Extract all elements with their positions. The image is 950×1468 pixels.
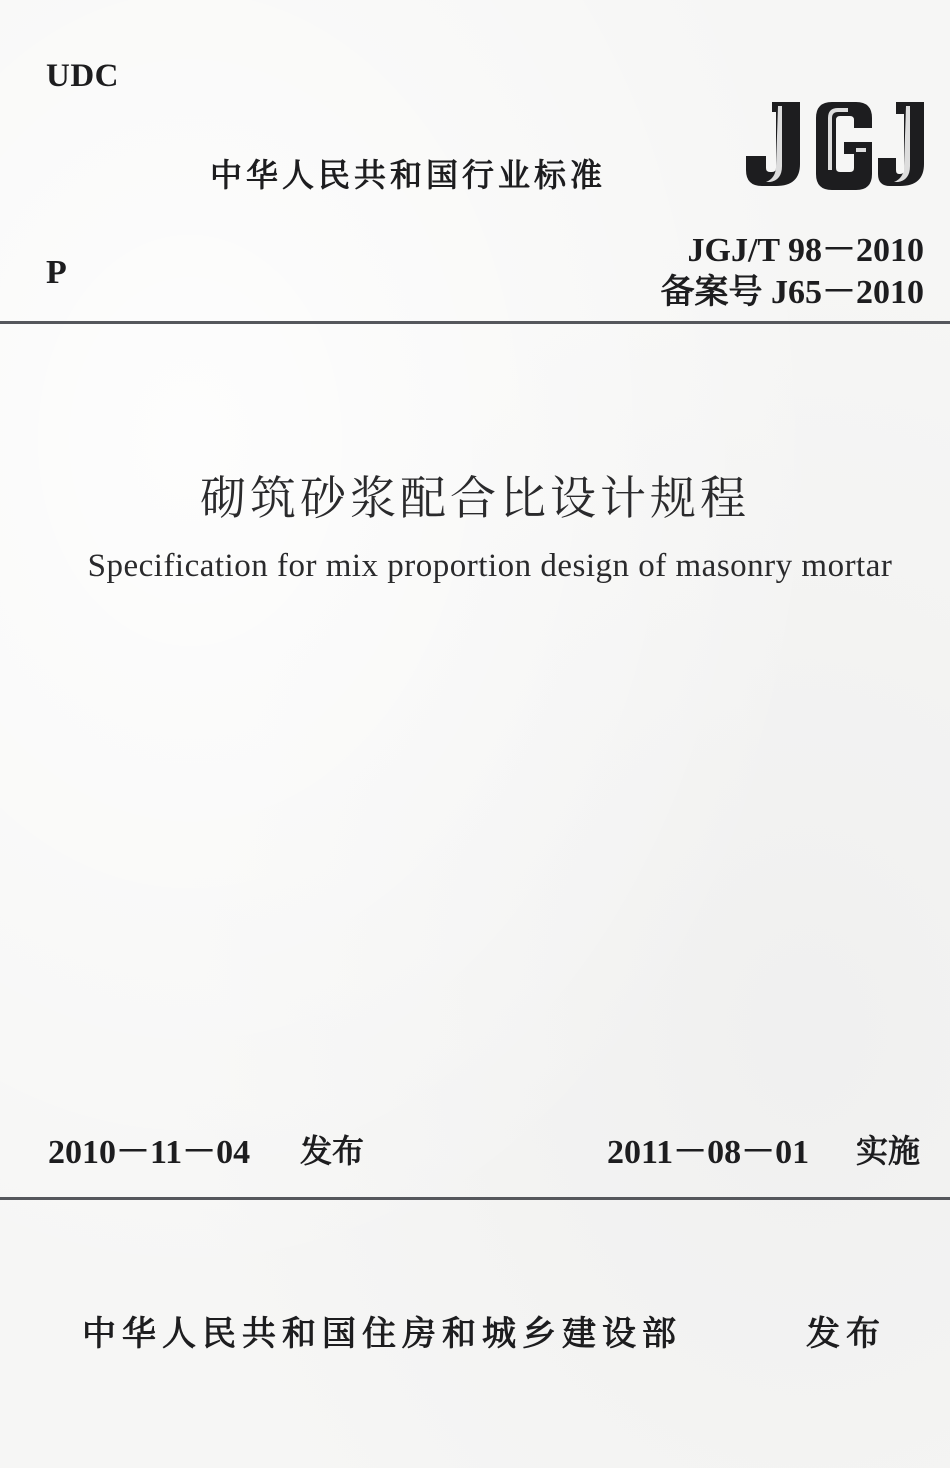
industry-standard-heading: 中华人民共和国行业标准 <box>210 156 607 194</box>
title-english: Specification for mix proportion design of masonry mortar <box>87 548 893 584</box>
udc-label: UDC <box>46 58 119 94</box>
record-number: 备案号 J65－2010 <box>660 274 924 311</box>
implementation-label: 实施 <box>856 1132 921 1170</box>
bottom-divider <box>0 1197 950 1200</box>
publisher-name: 中华人民共和国住房和城乡建设部 <box>82 1314 682 1354</box>
publish-label: 发布 <box>806 1314 886 1354</box>
standard-code: JGJ/T 98－2010 <box>687 232 924 269</box>
issue-label: 发布 <box>300 1132 365 1170</box>
jgj-logo-icon <box>744 96 928 192</box>
issue-date: 2010－11－04 <box>48 1134 251 1171</box>
title-chinese: 砌筑砂浆配合比设计规程 <box>200 471 750 525</box>
category-label: P <box>46 254 67 291</box>
top-divider <box>0 321 950 324</box>
implementation-date: 2011－08－01 <box>607 1134 810 1171</box>
